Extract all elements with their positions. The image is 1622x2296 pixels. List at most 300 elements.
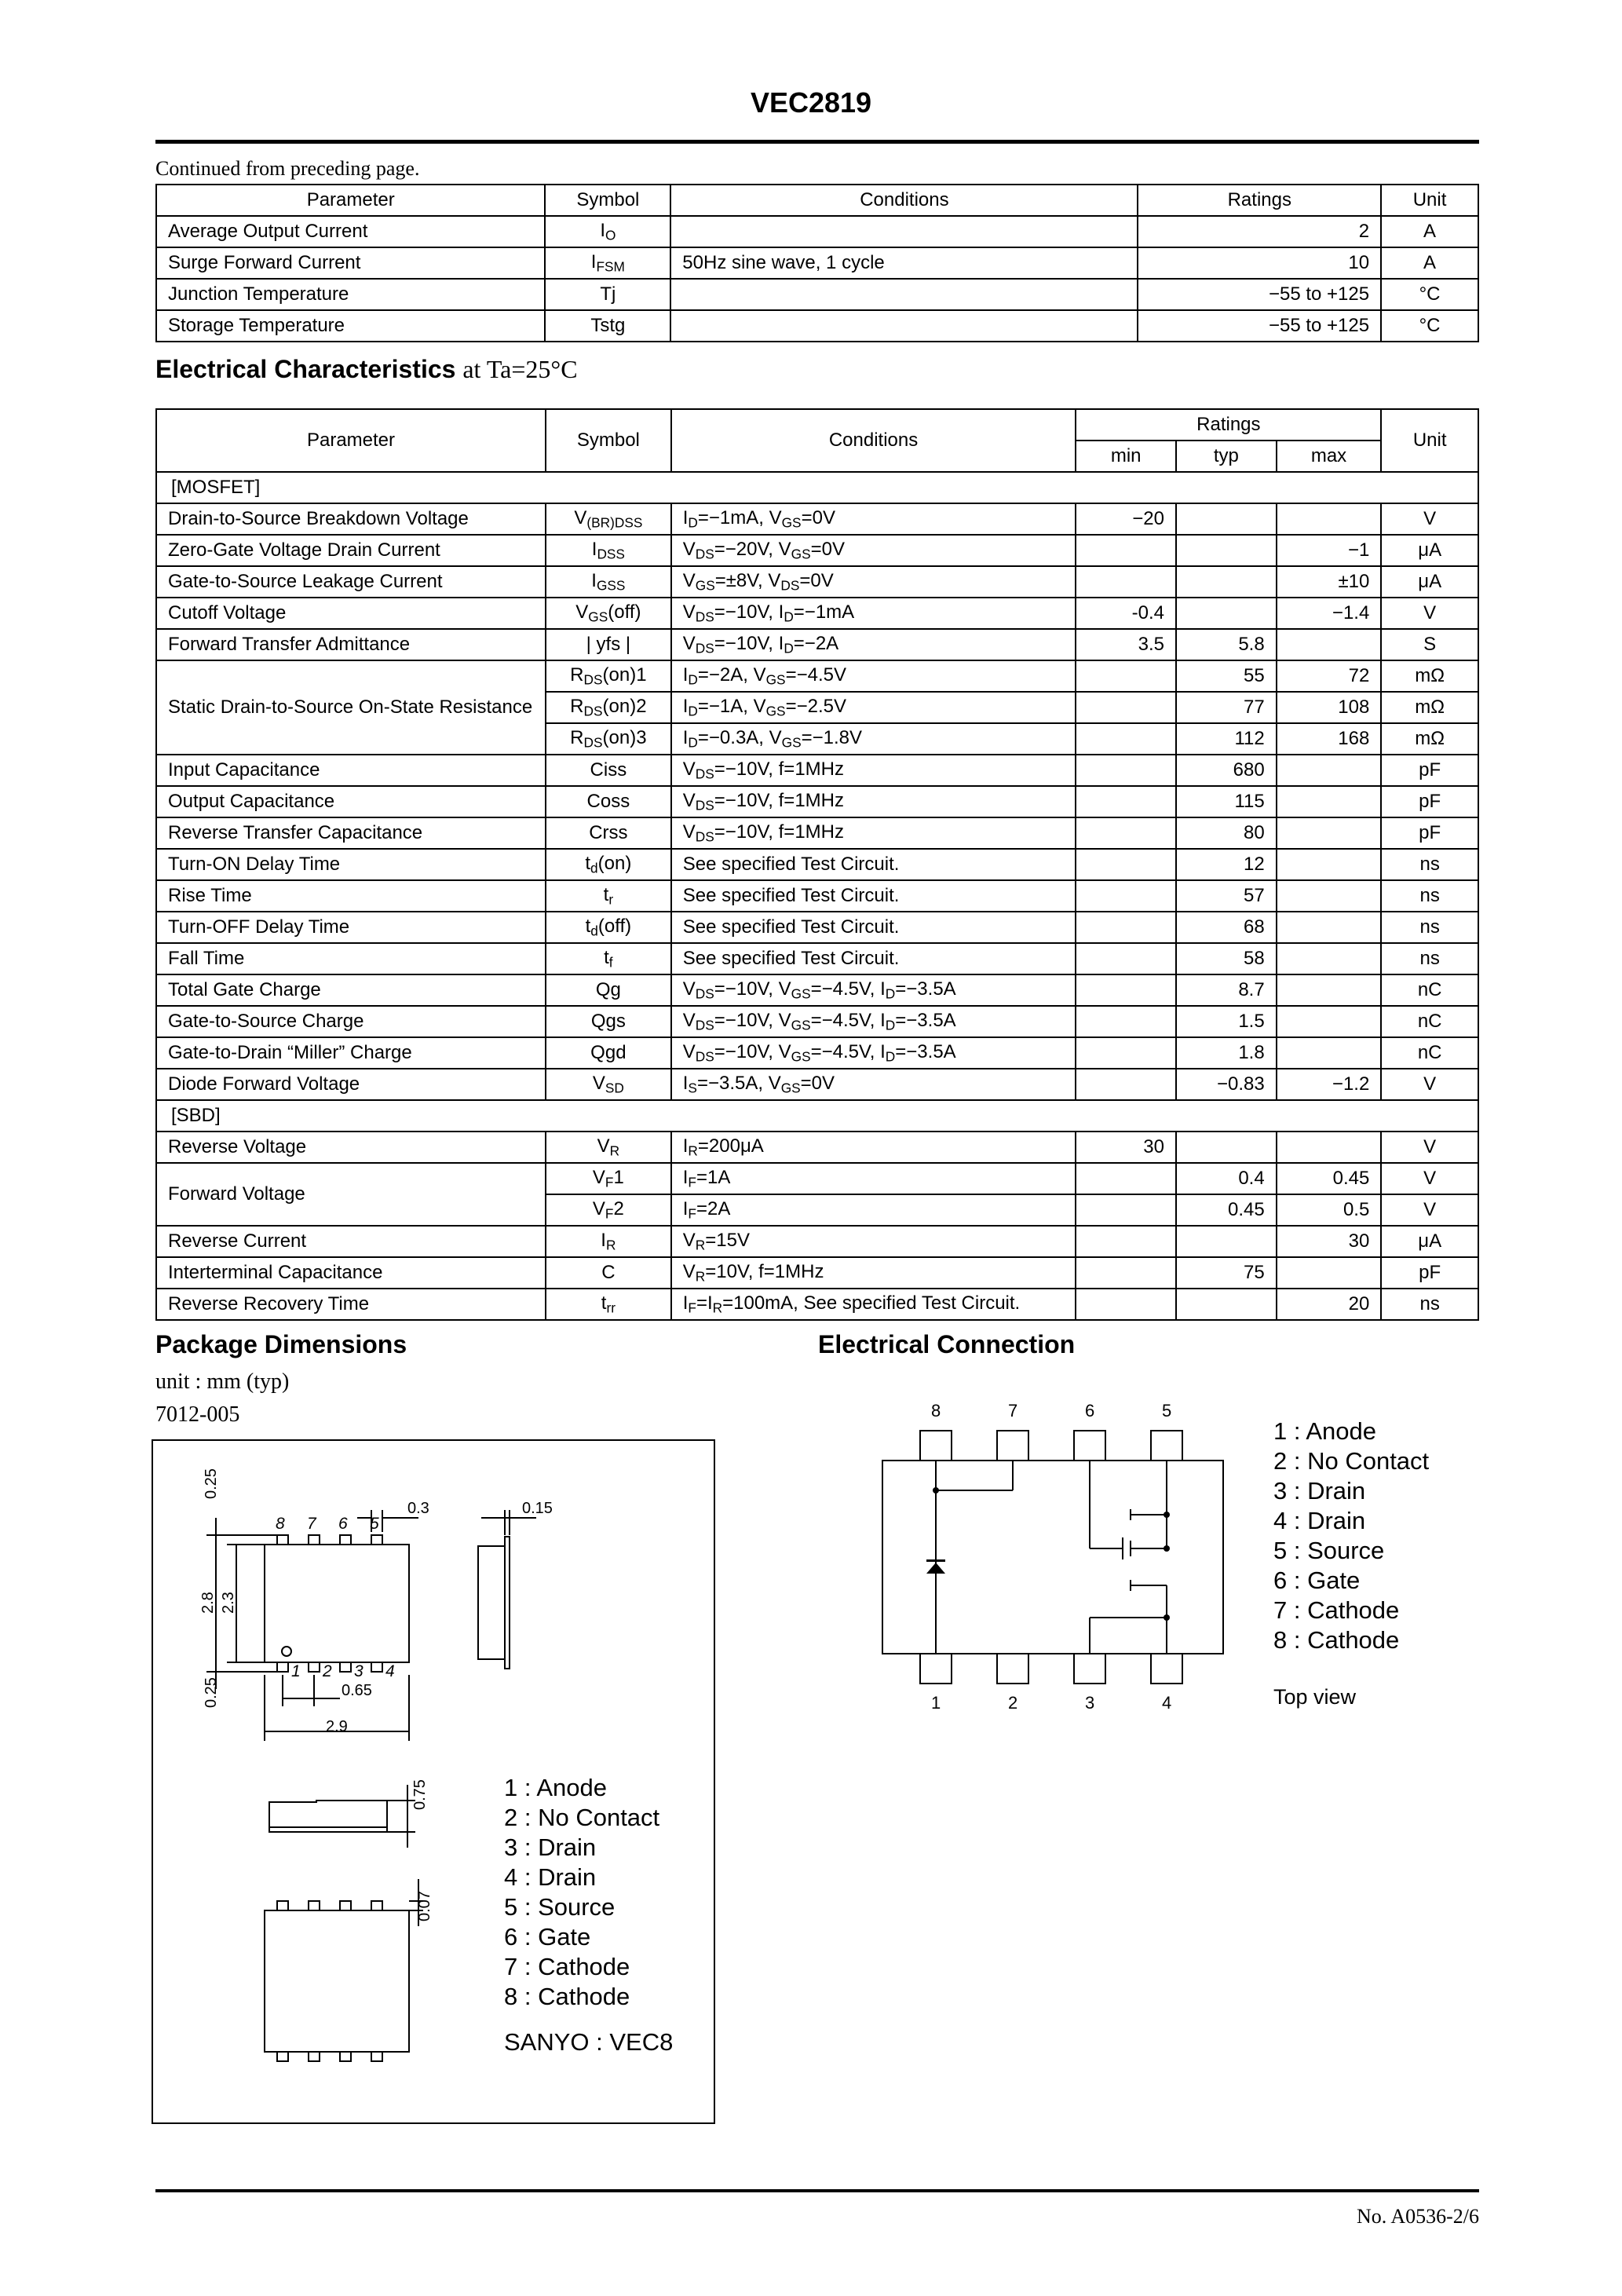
unit-cell: nC [1381, 1037, 1478, 1069]
pad-8 [920, 1431, 952, 1461]
symbol-cell: $t_{rr}$ [546, 1289, 671, 1320]
max-cell: 72 [1277, 660, 1382, 692]
pin-number: 1 [931, 1693, 941, 1713]
header-cell: Parameter [156, 409, 546, 472]
unit-cell: ns [1381, 849, 1478, 880]
table-row [156, 1257, 1478, 1289]
unit-cell: nC [1381, 1006, 1478, 1037]
table-row [156, 503, 1478, 535]
min-cell [1076, 786, 1176, 817]
package-code: 7012-005 [155, 1402, 240, 1427]
header-rule [155, 140, 1479, 144]
cond-cell: $I_S=-3.5A$, $V_{GS}=0V$ [671, 1069, 1076, 1100]
rating-cell: −55 to +125 [1138, 310, 1381, 342]
pad-2 [997, 1654, 1028, 1684]
table-row [156, 310, 1478, 342]
pin-number: 3 [1085, 1693, 1095, 1713]
unit-cell: pF [1381, 1257, 1478, 1289]
typ-cell: 0.4 [1176, 1163, 1277, 1194]
table-row [156, 974, 1478, 1006]
pin-number: 1 [291, 1662, 301, 1680]
table-row [156, 216, 1478, 247]
rating-cell: −55 to +125 [1138, 279, 1381, 310]
table-row [156, 817, 1478, 849]
list-item: 4 : Drain [504, 1863, 597, 1891]
typ-cell: 80 [1176, 817, 1277, 849]
max-cell: 30 [1277, 1226, 1382, 1257]
max-cell: 168 [1277, 723, 1382, 755]
max-cell [1277, 912, 1382, 943]
max-cell: ±10 [1277, 566, 1382, 598]
connection-pin-list [1273, 1417, 1429, 1655]
package-body-outline [265, 1545, 409, 1662]
bottom-view-body [265, 1910, 409, 2052]
header-cell: typ [1176, 441, 1277, 472]
unit-cell: V [1381, 503, 1478, 535]
symbol-cell: Ciss [546, 755, 671, 786]
cond-cell [670, 310, 1138, 342]
symbol-cell: $V_{GS}(off)$ [546, 598, 671, 629]
unit-cell: °C [1381, 279, 1478, 310]
bottom-pin-outline [277, 1662, 288, 1672]
min-cell [1076, 1226, 1176, 1257]
table-row [156, 629, 1478, 660]
min-cell [1076, 660, 1176, 692]
max-cell [1277, 880, 1382, 912]
table-row [156, 1226, 1478, 1257]
min-cell [1076, 849, 1176, 880]
unit-cell: S [1381, 629, 1478, 660]
header-cell: Ratings [1076, 409, 1381, 441]
param-cell: Output Capacitance [156, 786, 546, 817]
dim-label: 0.25 [203, 1468, 220, 1499]
pad-6 [1074, 1431, 1105, 1461]
list-item: 8 : Cathode [1273, 1626, 1400, 1654]
cond-cell: See specified Test Circuit. [671, 912, 1076, 943]
pin-number: 7 [1008, 1401, 1018, 1420]
header-cell: min [1076, 441, 1176, 472]
list-item: 5 : Source [504, 1893, 616, 1921]
symbol-cell: $V_F1$ [546, 1163, 671, 1194]
min-cell [1076, 943, 1176, 974]
table-row [156, 660, 1478, 692]
unit-cell: μA [1381, 566, 1478, 598]
pin-number: 2 [1008, 1693, 1018, 1713]
typ-cell: 112 [1176, 723, 1277, 755]
typ-cell: 1.8 [1176, 1037, 1277, 1069]
section-label: [MOSFET] [156, 472, 1478, 503]
pad-3 [1074, 1654, 1105, 1684]
symbol-cell: | yfs | [546, 629, 671, 660]
abs-ratings-table [155, 184, 1479, 342]
typ-cell: 68 [1176, 912, 1277, 943]
param-cell: Total Gate Charge [156, 974, 546, 1006]
doc-number: No. A0536-2/6 [1357, 2205, 1479, 2228]
max-cell: 20 [1277, 1289, 1382, 1320]
rating-cell: 10 [1138, 247, 1381, 279]
typ-cell: 680 [1176, 755, 1277, 786]
min-cell [1076, 817, 1176, 849]
side-view-body [478, 1546, 505, 1659]
cond-cell: $I_D=-2A$, $V_{GS}=-4.5V$ [671, 660, 1076, 692]
cond-cell: See specified Test Circuit. [671, 880, 1076, 912]
pin-number: 4 [1162, 1693, 1172, 1713]
min-cell [1076, 566, 1176, 598]
min-cell [1076, 912, 1176, 943]
cond-cell: $V_R=15V$ [671, 1226, 1076, 1257]
header-cell: Ratings [1138, 185, 1381, 216]
cond-cell: $V_{DS}=-10V$, f=1MHz [671, 817, 1076, 849]
max-cell [1277, 849, 1382, 880]
symbol-cell: $V_F2$ [546, 1194, 671, 1226]
cond-cell: $V_R=10V$, f=1MHz [671, 1257, 1076, 1289]
junction-dot [1164, 1614, 1170, 1621]
symbol-cell: C [546, 1257, 671, 1289]
bottom-pin-outline [340, 1662, 351, 1672]
electrical-connection-diagram [864, 1398, 1240, 1727]
typ-cell [1176, 566, 1277, 598]
min-cell [1076, 1289, 1176, 1320]
cond-cell: $V_{DS}=-10V$, $I_D=-1mA$ [671, 598, 1076, 629]
continued-note: Continued from preceding page. [155, 157, 420, 180]
cond-cell: See specified Test Circuit. [671, 849, 1076, 880]
junction-dot [933, 1487, 939, 1493]
symbol-cell: $I_{GSS}$ [546, 566, 671, 598]
unit-cell: ns [1381, 943, 1478, 974]
list-item: 6 : Gate [504, 1923, 591, 1951]
typ-cell [1176, 1226, 1277, 1257]
max-cell: −1.2 [1277, 1069, 1382, 1100]
min-cell [1076, 880, 1176, 912]
list-item: 2 : No Contact [504, 1804, 660, 1831]
param-cell: Storage Temperature [156, 310, 545, 342]
unit-cell: mΩ [1381, 723, 1478, 755]
bottom-pin-outline [371, 1662, 382, 1672]
symbol-cell: $t_f$ [546, 943, 671, 974]
param-cell: Gate-to-Drain “Miller” Charge [156, 1037, 546, 1069]
param-cell: Zero-Gate Voltage Drain Current [156, 535, 546, 566]
junction-dot [1164, 1545, 1170, 1552]
unit-cell: mΩ [1381, 692, 1478, 723]
table-row [156, 1163, 1478, 1194]
typ-cell: 115 [1176, 786, 1277, 817]
max-cell: 108 [1277, 692, 1382, 723]
rating-cell: 2 [1138, 216, 1381, 247]
symbol-cell: $t_d(on)$ [546, 849, 671, 880]
table-row [156, 598, 1478, 629]
list-item: 8 : Cathode [504, 1983, 630, 2010]
param-cell: Drain-to-Source Breakdown Voltage [156, 503, 546, 535]
param-cell: Junction Temperature [156, 279, 545, 310]
package-heading: Package Dimensions [155, 1330, 407, 1358]
param-cell: Fall Time [156, 943, 546, 974]
table-row [156, 566, 1478, 598]
min-cell [1076, 755, 1176, 786]
section-row [156, 1100, 1478, 1132]
typ-cell: 0.45 [1176, 1194, 1277, 1226]
unit-cell: pF [1381, 786, 1478, 817]
package-maker: SANYO : VEC8 [504, 2028, 674, 2056]
dim-label: 2.9 [326, 1718, 348, 1735]
dim-label: 0.07 [416, 1891, 433, 1921]
list-item: 6 : Gate [1273, 1567, 1361, 1594]
max-cell [1277, 1132, 1382, 1163]
typ-cell [1176, 598, 1277, 629]
min-cell [1076, 692, 1176, 723]
cond-cell: $V_{DS}=-10V$, $I_D=-2A$ [671, 629, 1076, 660]
max-cell [1277, 755, 1382, 786]
header-cell: Unit [1381, 409, 1478, 472]
typ-cell: −0.83 [1176, 1069, 1277, 1100]
header-cell: Unit [1381, 185, 1478, 216]
table-row [156, 1069, 1478, 1100]
symbol-cell: $t_r$ [546, 880, 671, 912]
symbol-cell: $V_{SD}$ [546, 1069, 671, 1100]
max-cell [1277, 1037, 1382, 1069]
list-item: 3 : Drain [504, 1834, 597, 1861]
pin-number: 8 [931, 1401, 941, 1420]
list-item: 5 : Source [1273, 1537, 1385, 1564]
min-cell [1076, 1163, 1176, 1194]
param-cell: Static Drain-to-Source On-State Resistance [156, 660, 546, 755]
pin1-marker [282, 1647, 291, 1656]
cond-cell [670, 216, 1138, 247]
table-row [156, 880, 1478, 912]
max-cell [1277, 974, 1382, 1006]
max-cell [1277, 629, 1382, 660]
param-cell: Cutoff Voltage [156, 598, 546, 629]
symbol-cell: Qgs [546, 1006, 671, 1037]
elec-heading: Electrical Characteristics at Ta=25°C [155, 355, 578, 383]
cond-cell: $V_{DS}=-10V$, $V_{GS}=-4.5V$, $I_D=-3.5A$ [671, 1037, 1076, 1069]
typ-cell: 12 [1176, 849, 1277, 880]
cond-cell: $V_{DS}=-10V$, f=1MHz [671, 786, 1076, 817]
list-item: 1 : Anode [504, 1774, 608, 1801]
cond-cell: 50Hz sine wave, 1 cycle [670, 247, 1138, 279]
min-cell [1076, 1069, 1176, 1100]
typ-cell: 77 [1176, 692, 1277, 723]
table-row [156, 1289, 1478, 1320]
max-cell: 0.45 [1277, 1163, 1382, 1194]
max-cell [1277, 943, 1382, 974]
unit-cell: mΩ [1381, 660, 1478, 692]
symbol-cell: $V_{(BR)DSS}$ [546, 503, 671, 535]
max-cell: −1 [1277, 535, 1382, 566]
symbol-cell: Qg [546, 974, 671, 1006]
elec-char-table [155, 408, 1479, 1321]
pin-number: 5 [1162, 1401, 1172, 1420]
footer-rule [155, 2189, 1479, 2192]
unit-cell: μA [1381, 535, 1478, 566]
symbol-cell: $I_{DSS}$ [546, 535, 671, 566]
typ-cell: 55 [1176, 660, 1277, 692]
max-cell [1277, 1257, 1382, 1289]
unit-cell: V [1381, 1194, 1478, 1226]
min-cell: -0.4 [1076, 598, 1176, 629]
unit-cell: ns [1381, 880, 1478, 912]
cond-cell: $I_F=I_R=100mA$, See specified Test Circuit. [671, 1289, 1076, 1320]
cond-cell: $I_D=-1A$, $V_{GS}=-2.5V$ [671, 692, 1076, 723]
cond-cell: See specified Test Circuit. [671, 943, 1076, 974]
dim-label: 2.8 [199, 1592, 217, 1614]
section-label: [SBD] [156, 1100, 1478, 1132]
min-cell [1076, 723, 1176, 755]
pad-4 [1151, 1654, 1182, 1684]
bottom-pin-outline [309, 1662, 320, 1672]
symbol-cell: $I_R$ [546, 1226, 671, 1257]
typ-cell [1176, 1289, 1277, 1320]
max-cell [1277, 817, 1382, 849]
param-cell: Reverse Recovery Time [156, 1289, 546, 1320]
pin-number: 7 [307, 1515, 316, 1533]
table-row [156, 755, 1478, 786]
diode-anode-icon [926, 1559, 945, 1574]
list-item: 7 : Cathode [1273, 1596, 1400, 1624]
unit-cell: V [1381, 1069, 1478, 1100]
section-row [156, 472, 1478, 503]
max-cell [1277, 503, 1382, 535]
symbol-cell: Tj [545, 279, 670, 310]
table-header-row [156, 185, 1478, 216]
list-item: 1 : Anode [1273, 1417, 1377, 1445]
unit-cell: V [1381, 598, 1478, 629]
table-row [156, 849, 1478, 880]
list-item: 3 : Drain [1273, 1477, 1366, 1504]
typ-cell: 1.5 [1176, 1006, 1277, 1037]
table-row [156, 1132, 1478, 1163]
pin-number: 8 [276, 1515, 285, 1533]
dim-label: 0.75 [411, 1779, 429, 1810]
min-cell: −20 [1076, 503, 1176, 535]
typ-cell [1176, 1132, 1277, 1163]
cond-cell: $V_{DS}=-10V$, $V_{GS}=-4.5V$, $I_D=-3.5A$ [671, 1006, 1076, 1037]
cond-cell: $I_D=-1mA$, $V_{GS}=0V$ [671, 503, 1076, 535]
symbol-cell: $V_R$ [546, 1132, 671, 1163]
min-cell [1076, 974, 1176, 1006]
pad-7 [997, 1431, 1028, 1461]
unit-cell: ns [1381, 912, 1478, 943]
max-cell: −1.4 [1277, 598, 1382, 629]
dim-label: 0.25 [203, 1677, 220, 1708]
unit-cell: μA [1381, 1226, 1478, 1257]
unit-cell: °C [1381, 310, 1478, 342]
list-item: 4 : Drain [1273, 1507, 1366, 1534]
symbol-cell: Coss [546, 786, 671, 817]
cond-cell: $I_D=-0.3A$, $V_{GS}=-1.8V$ [671, 723, 1076, 755]
min-cell: 30 [1076, 1132, 1176, 1163]
typ-cell: 58 [1176, 943, 1277, 974]
table-row [156, 1006, 1478, 1037]
header-cell: Conditions [670, 185, 1138, 216]
unit-cell: nC [1381, 974, 1478, 1006]
junction-dot [1164, 1512, 1170, 1518]
symbol-cell: $t_d(off)$ [546, 912, 671, 943]
header-cell: Conditions [671, 409, 1076, 472]
unit-cell: V [1381, 1132, 1478, 1163]
table-row [156, 247, 1478, 279]
param-cell: Turn-OFF Delay Time [156, 912, 546, 943]
top-pin-outline [371, 1535, 382, 1545]
pad-5 [1151, 1431, 1182, 1461]
top-view-label: Top view [1273, 1685, 1357, 1709]
pin-number: 6 [338, 1515, 348, 1533]
unit-cell: pF [1381, 755, 1478, 786]
header-cell: Symbol [546, 409, 671, 472]
pin-number: 3 [354, 1662, 363, 1680]
pin-number: 2 [323, 1662, 332, 1680]
param-cell: Input Capacitance [156, 755, 546, 786]
min-cell: 3.5 [1076, 629, 1176, 660]
min-cell [1076, 1006, 1176, 1037]
header-cell: Parameter [156, 185, 545, 216]
unit-cell: V [1381, 1163, 1478, 1194]
typ-cell [1176, 503, 1277, 535]
header-cell: Symbol [545, 185, 670, 216]
pad-1 [920, 1654, 952, 1684]
cond-cell: $I_R=200\mu A$ [671, 1132, 1076, 1163]
param-cell: Reverse Transfer Capacitance [156, 817, 546, 849]
list-item: 7 : Cathode [504, 1953, 630, 1980]
max-cell [1277, 786, 1382, 817]
max-cell [1277, 1006, 1382, 1037]
max-cell: 0.5 [1277, 1194, 1382, 1226]
cond-cell: $I_F=1A$ [671, 1163, 1076, 1194]
package-unit-note: unit : mm (typ) [155, 1369, 290, 1394]
cond-cell: $I_F=2A$ [671, 1194, 1076, 1226]
cond-cell: $V_{DS}=-10V$, $V_{GS}=-4.5V$, $I_D=-3.5A$ [671, 974, 1076, 1006]
table-row [156, 786, 1478, 817]
package-pin-list [504, 1773, 673, 2057]
symbol-cell: Qgd [546, 1037, 671, 1069]
min-cell [1076, 535, 1176, 566]
min-cell [1076, 1194, 1176, 1226]
cond-cell: $V_{DS}=-20V$, $V_{GS}=0V$ [671, 535, 1076, 566]
cond-cell [670, 279, 1138, 310]
dim-label: 0.3 [407, 1500, 429, 1517]
top-pin-outline [277, 1535, 288, 1545]
param-cell: Reverse Voltage [156, 1132, 546, 1163]
typ-cell: 5.8 [1176, 629, 1277, 660]
pin-number: 6 [1085, 1401, 1095, 1420]
param-cell: Reverse Current [156, 1226, 546, 1257]
min-cell [1076, 1257, 1176, 1289]
symbol-cell: $I_O$ [545, 216, 670, 247]
symbol-cell: $I_{FSM}$ [545, 247, 670, 279]
min-cell [1076, 1037, 1176, 1069]
header-cell: max [1277, 441, 1382, 472]
top-pin-outline [340, 1535, 351, 1545]
dim-label: 0.15 [522, 1500, 553, 1517]
cond-cell: $V_{GS}=\pm 8V$, $V_{DS}=0V$ [671, 566, 1076, 598]
side-view-lead [505, 1537, 510, 1669]
param-cell: Turn-ON Delay Time [156, 849, 546, 880]
page-title: VEC2819 [750, 86, 872, 119]
unit-cell: pF [1381, 817, 1478, 849]
param-cell: Surge Forward Current [156, 247, 545, 279]
typ-cell [1176, 535, 1277, 566]
unit-cell: A [1381, 216, 1478, 247]
symbol-cell: $R_{DS}(on)3$ [546, 723, 671, 755]
dim-label: 2.3 [220, 1592, 237, 1614]
pin-number: 5 [370, 1515, 379, 1533]
list-item: 2 : No Contact [1273, 1447, 1430, 1475]
param-cell: Rise Time [156, 880, 546, 912]
table-row [156, 1037, 1478, 1069]
connection-heading: Electrical Connection [818, 1330, 1076, 1358]
param-cell: Forward Voltage [156, 1163, 546, 1226]
param-cell: Interterminal Capacitance [156, 1257, 546, 1289]
table-row [156, 279, 1478, 310]
